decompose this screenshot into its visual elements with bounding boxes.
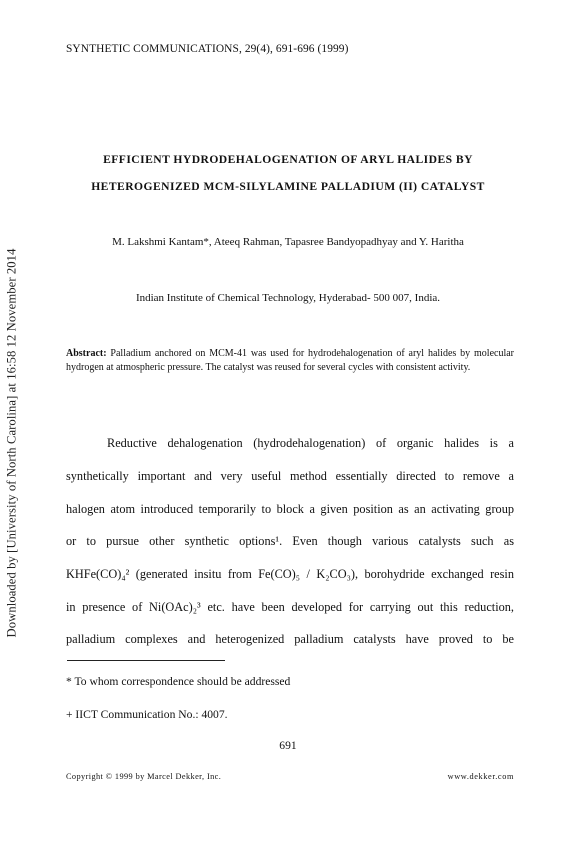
body-line: palladium complexes and heterogenized palladium catalysts have proved to be <box>66 632 514 646</box>
body-line: halogen atom introduced temporarily to block a given position as an activating group <box>66 502 514 516</box>
footnote-correspondence: * To whom correspondence should be addressed <box>66 675 291 688</box>
article-title-line-1: EFFICIENT HYDRODEHALOGENATION OF ARYL HALIDES BY <box>103 153 473 166</box>
publisher-website: www.dekker.com <box>447 772 514 781</box>
copyright-notice: Copyright © 1999 by Marcel Dekker, Inc. <box>66 772 222 781</box>
footnote-divider <box>67 660 225 661</box>
body-line: KHFe(CO)₄² (generated insitu from Fe(CO)₅ / K₂CO₃), borohydride exchanged resin <box>66 567 514 581</box>
abstract <box>66 347 514 374</box>
article-title-line-2: HETEROGENIZED MCM-SILYLAMINE PALLADIUM (II) CATALYST <box>91 180 485 193</box>
abstract-text: Palladium anchored on MCM-41 was used for hydrodehalogenation of aryl halides by molecular hydrogen at atmospheric pressure. The catalyst was reused for several cycles with consistent activity. <box>66 348 515 373</box>
page-number: 691 <box>279 739 297 752</box>
journal-header: SYNTHETIC COMMUNICATIONS, 29(4), 691-696 (1999) <box>66 43 349 55</box>
footnote-communication: + IICT Communication No.: 4007. <box>66 708 228 721</box>
abstract-label: Abstract: <box>66 348 107 359</box>
body-line: in presence of Ni(OAc)₂³ etc. have been developed for carrying out this reduction, <box>66 600 514 614</box>
body-line: Reductive dehalogenation (hydrodehalogenation) of organic halides is a <box>107 436 514 450</box>
body-line: synthetically important and very useful method essentially directed to remove a <box>66 469 514 483</box>
author-list: M. Lakshmi Kantam*, Ateeq Rahman, Tapasree Bandyopadhyay and Y. Haritha <box>112 236 464 248</box>
download-watermark-text: Downloaded by [University of North Carolina] at 16:58 12 November 2014 <box>4 248 19 638</box>
body-line: or to pursue other synthetic options¹. Even though various catalysts such as <box>66 534 514 548</box>
affiliation: Indian Institute of Chemical Technology, Hyderabad- 500 007, India. <box>135 292 441 304</box>
